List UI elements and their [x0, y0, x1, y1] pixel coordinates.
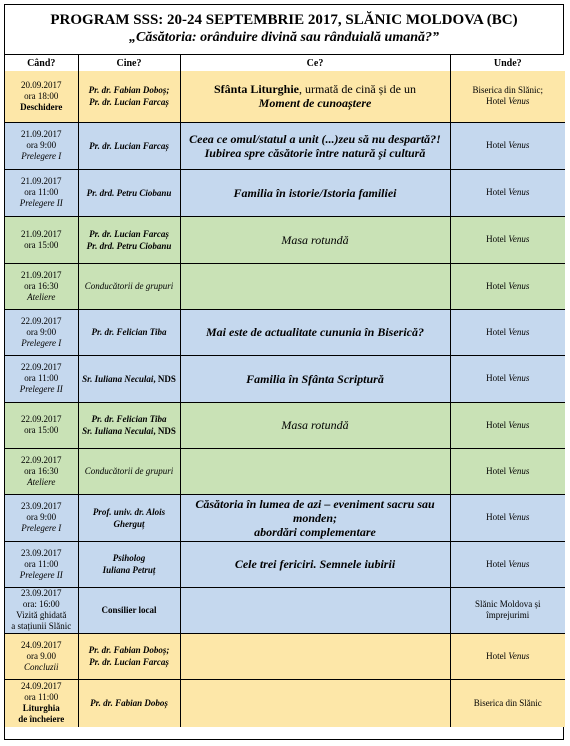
- location-italic: Venus: [508, 650, 530, 661]
- event-time: ora 9.00: [26, 650, 56, 661]
- location-line: Hotel: [486, 187, 509, 197]
- event-title: Cele trei fericiri. Semnele iubirii: [234, 557, 396, 571]
- cell-when: [5, 633, 78, 679]
- speaker-name: Pr. dr. Lucian Farcaș: [89, 97, 169, 108]
- cell-where: [450, 216, 565, 263]
- event-time: ora 11:00: [24, 373, 59, 383]
- cell-where: [450, 494, 565, 541]
- cell-who: [78, 355, 180, 402]
- speaker-name: Conducătorii de grupuri: [84, 281, 174, 291]
- table-row: [5, 633, 565, 679]
- location-italic: Venus: [508, 280, 530, 291]
- location-line: Hotel: [486, 140, 509, 150]
- cell-what: [180, 355, 450, 402]
- location-italic: Venus: [508, 465, 530, 476]
- event-date: 21.09.2017: [21, 269, 62, 280]
- speaker-name: Sr. Iuliana Neculai: [82, 373, 154, 384]
- event-tag: Deschidere: [20, 101, 63, 112]
- event-title-line2: abordări complementare: [254, 524, 376, 539]
- location-italic: Venus: [508, 419, 530, 430]
- location-italic: Venus: [508, 187, 530, 197]
- event-date: 21.09.2017: [21, 228, 62, 239]
- location-line: Biserica din Slănic;: [472, 85, 543, 96]
- cell-when: [5, 169, 78, 216]
- table-row: [5, 402, 565, 448]
- schedule-table: [5, 55, 565, 727]
- cell-who: [78, 448, 180, 494]
- cell-who: [78, 263, 180, 309]
- cell-where: [450, 633, 565, 679]
- event-time: ora 9:00: [26, 326, 57, 337]
- event-title-bold: Sfânta Liturghie: [214, 82, 300, 97]
- cell-when: [5, 263, 78, 309]
- event-time: ora 9:00: [26, 140, 57, 150]
- event-date: 20.09.2017: [21, 79, 62, 90]
- cell-who: [78, 309, 180, 355]
- page-title: PROGRAM SSS: 20-24 SEPTEMBRIE 2017, SLĂNIC MOLDOVA (BC): [50, 12, 518, 28]
- cell-what: [180, 633, 450, 679]
- event-extra: Vizită ghidată: [16, 610, 67, 620]
- cell-what: [180, 402, 450, 448]
- cell-what: [180, 169, 450, 216]
- event-extra: a stațiunii Slănic: [11, 621, 72, 631]
- event-title-line2: Iubirea spre căsătorie între natură și cultură: [204, 145, 426, 160]
- cell-who: [78, 169, 180, 216]
- cell-what: [180, 309, 450, 355]
- location-line: Hotel: [486, 373, 509, 383]
- cell-where: [450, 71, 565, 122]
- event-date: 23.09.2017: [21, 547, 62, 558]
- cell-when: [5, 541, 78, 587]
- location-line: Hotel: [486, 96, 509, 107]
- speaker-name: Pr. dr. Lucian Farcaș: [89, 228, 169, 239]
- cell-what: [180, 541, 450, 587]
- table-row: [5, 494, 565, 541]
- location-line: împrejurimi: [486, 610, 530, 620]
- location-italic: Venus: [508, 234, 530, 244]
- cell-what: [180, 494, 450, 541]
- event-title-rest: , urmată de cină și de un: [299, 82, 416, 97]
- cell-when: [5, 448, 78, 494]
- cell-where: [450, 541, 565, 587]
- speaker-name: Gherguț: [113, 518, 145, 529]
- speaker-name: Sr. Iuliana Neculai: [82, 426, 154, 436]
- cell-where: [450, 263, 565, 309]
- speaker-name: Iuliana Petruț: [102, 565, 156, 575]
- speaker-name: Pr. drd. Petru Ciobanu: [86, 187, 172, 198]
- cell-what: [180, 216, 450, 263]
- event-tag: Ateliere: [27, 476, 56, 487]
- location-line: Hotel: [486, 419, 509, 430]
- event-title: Mai este de actualitate cununia în Biserică?: [205, 325, 424, 339]
- event-title: Familia în Sfânta Scriptură: [246, 371, 384, 386]
- location-italic: Venus: [508, 373, 530, 383]
- event-time: ora 16:30: [24, 280, 59, 291]
- location-italic: Venus: [508, 558, 530, 569]
- event-tag: Ateliere: [27, 291, 56, 302]
- table-row: [5, 355, 565, 402]
- event-date: 22.09.2017: [21, 454, 62, 465]
- table-row: [5, 263, 565, 309]
- cell-who: [78, 587, 180, 633]
- cell-when: [5, 587, 78, 633]
- cell-where: [450, 355, 565, 402]
- event-tag: Concluzii: [23, 661, 59, 672]
- cell-where: [450, 448, 565, 494]
- table-row: [5, 216, 565, 263]
- cell-when: [5, 71, 78, 122]
- event-date: 23.09.2017: [21, 501, 62, 511]
- speaker-name: Consilier local: [101, 605, 157, 615]
- cell-who: [78, 494, 180, 541]
- event-title: Masa rotundă: [281, 418, 349, 432]
- event-title: Familia în istorie/Istoria familiei: [233, 185, 397, 200]
- event-tag: Prelegere II: [19, 569, 63, 580]
- cell-who: [78, 122, 180, 169]
- table-row: [5, 448, 565, 494]
- cell-where: [450, 169, 565, 216]
- event-time: ora 18:00: [24, 90, 59, 101]
- cell-when: [5, 679, 78, 727]
- cell-who: [78, 216, 180, 263]
- event-title: Masa rotundă: [281, 232, 349, 247]
- column-header-who: Cine?: [78, 55, 180, 71]
- speaker-name: Pr. dr. Lucian Farcaș: [89, 657, 169, 667]
- cell-where: [450, 679, 565, 727]
- event-date: 21.09.2017: [21, 129, 62, 139]
- column-header-when: Când?: [5, 55, 78, 71]
- speaker-name: Pr. dr. Lucian Farcaș: [89, 140, 169, 151]
- event-date: 24.09.2017: [21, 639, 62, 650]
- speaker-suffix: , NDS: [153, 373, 176, 384]
- event-date: 22.09.2017: [21, 315, 62, 326]
- location-italic: Venus: [508, 326, 530, 337]
- speaker-name: Pr. drd. Petru Ciobanu: [86, 240, 172, 251]
- table-row: [5, 541, 565, 587]
- event-tag: Prelegere II: [19, 198, 63, 208]
- event-tag: Prelegere II: [19, 384, 63, 394]
- cell-where: [450, 309, 565, 355]
- speaker-suffix: , NDS: [153, 426, 176, 436]
- event-date: 22.09.2017: [21, 362, 62, 372]
- page-header: [5, 5, 563, 55]
- location-line: Hotel: [486, 234, 509, 244]
- cell-when: [5, 309, 78, 355]
- event-time: ora 9:00: [26, 512, 57, 522]
- event-tag: Prelegere I: [21, 337, 62, 348]
- cell-what: [180, 122, 450, 169]
- cell-where: [450, 122, 565, 169]
- cell-what: [180, 448, 450, 494]
- table-header-row: [5, 55, 565, 71]
- event-title: Ceea ce omul/statul a unit (...)zeu să nu despartă?!: [189, 131, 441, 146]
- table-row: [5, 679, 565, 727]
- speaker-name: Psiholog: [112, 553, 146, 563]
- speaker-name: Pr. dr. Felician Tiba: [91, 414, 167, 424]
- speaker-name: Pr. dr. Fabian Doboș: [90, 698, 168, 709]
- page-subtitle: „Căsătoria: orânduire divină sau rânduială umană?”: [128, 30, 440, 45]
- cell-when: [5, 402, 78, 448]
- location-line: Hotel: [486, 465, 509, 476]
- speaker-name: Pr. dr. Fabian Doboș;: [88, 85, 170, 96]
- location-line: Hotel: [486, 512, 509, 522]
- cell-who: [78, 71, 180, 122]
- schedule-page: [4, 4, 564, 740]
- cell-when: [5, 494, 78, 541]
- event-tag: Prelegere I: [21, 151, 62, 161]
- location-italic: Venus: [508, 96, 530, 107]
- event-time: ora 16:30: [24, 465, 59, 476]
- location-line: Biserica din Slănic: [473, 697, 542, 708]
- table-row: [5, 309, 565, 355]
- location-italic: Venus: [508, 512, 530, 522]
- event-subtitle: Moment de cunoaștere: [258, 96, 372, 111]
- event-time: ora 15:00: [24, 239, 59, 250]
- location-line: Slănic Moldova și: [475, 599, 541, 609]
- event-tag: Liturghia: [22, 703, 60, 714]
- event-time: ora 15:00: [24, 425, 59, 435]
- cell-who: [78, 679, 180, 727]
- event-date: 21.09.2017: [21, 176, 62, 186]
- location-line: Hotel: [486, 650, 509, 661]
- event-tag: Prelegere I: [21, 523, 62, 533]
- event-title: Căsătoria în lumea de azi – eveniment sacru sau monden;: [195, 496, 435, 525]
- event-time: ora 11:00: [24, 558, 59, 569]
- table-row: [5, 587, 565, 633]
- event-date: 22.09.2017: [21, 414, 62, 424]
- location-line: Hotel: [486, 280, 509, 291]
- cell-who: [78, 402, 180, 448]
- cell-who: [78, 633, 180, 679]
- cell-when: [5, 216, 78, 263]
- cell-where: [450, 587, 565, 633]
- column-header-what: Ce?: [180, 55, 450, 71]
- speaker-name: Prof. univ. dr. Alois: [92, 506, 166, 517]
- location-line: Hotel: [486, 326, 509, 337]
- table-row: [5, 71, 565, 122]
- event-time: ora: 16:00: [22, 599, 60, 609]
- table-row: [5, 122, 565, 169]
- event-date: 24.09.2017: [21, 681, 62, 692]
- cell-where: [450, 402, 565, 448]
- cell-what: [180, 71, 450, 122]
- cell-what: [180, 263, 450, 309]
- location-line: Hotel: [486, 558, 509, 569]
- cell-what: [180, 679, 450, 727]
- speaker-name: Conducătorii de grupuri: [84, 466, 174, 476]
- column-header-where: Unde?: [450, 55, 565, 71]
- table-row: [5, 169, 565, 216]
- event-date: 23.09.2017: [21, 588, 62, 598]
- location-italic: Venus: [508, 140, 530, 150]
- event-tag: de încheiere: [18, 714, 65, 725]
- speaker-name: Pr. dr. Felician Tiba: [91, 327, 167, 337]
- event-time: ora 11:00: [24, 187, 59, 197]
- event-time: ora 11:00: [24, 692, 59, 703]
- cell-when: [5, 122, 78, 169]
- cell-who: [78, 541, 180, 587]
- cell-what: [180, 587, 450, 633]
- cell-when: [5, 355, 78, 402]
- speaker-name: Pr. dr. Fabian Doboș;: [88, 645, 170, 655]
